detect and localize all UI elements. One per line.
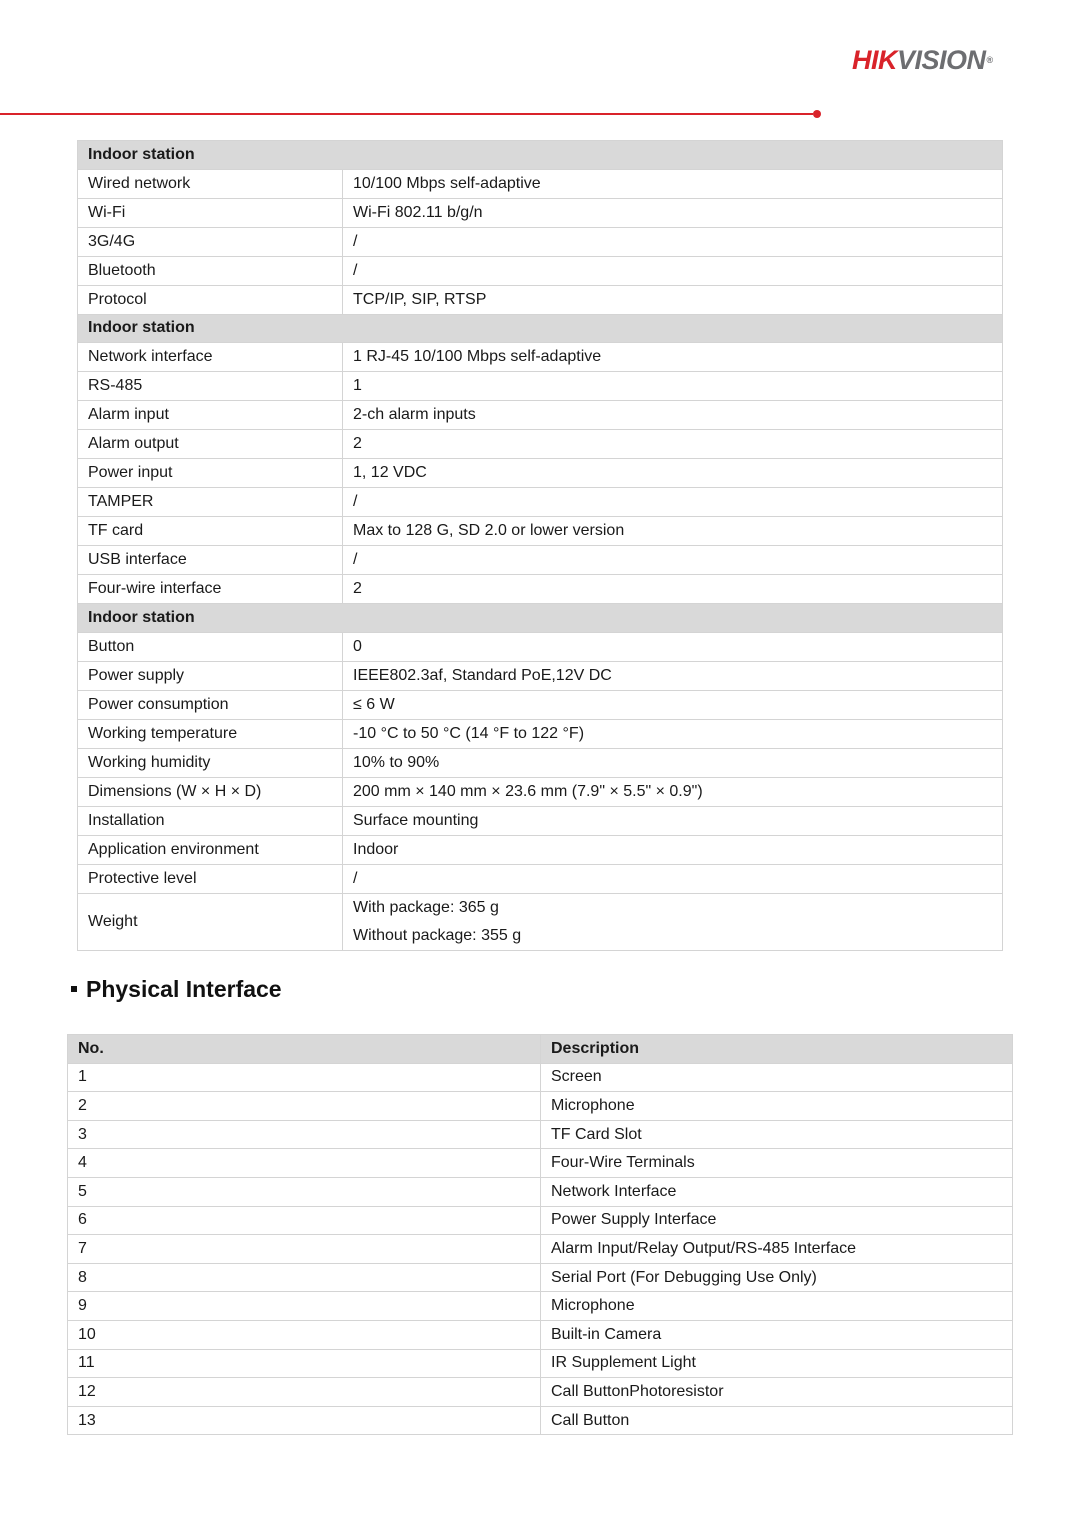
table-row (68, 1177, 1013, 1206)
spec-row (78, 546, 1003, 575)
spec-row (78, 285, 1003, 314)
spec-value-line: 200 mm × 140 mm × 23.6 mm (7.9" × 5.5" × 0.9") (353, 782, 703, 800)
spec-label: 3G/4G (78, 227, 343, 256)
spec-label: Power consumption (78, 690, 343, 719)
spec-row (78, 517, 1003, 546)
spec-label: Alarm input (78, 401, 343, 430)
spec-value-line: / (353, 232, 358, 250)
spec-label: Network interface (78, 343, 343, 372)
interface-number: 4 (68, 1149, 541, 1178)
interface-description: Serial Port (For Debugging Use Only) (541, 1263, 1013, 1292)
interface-description: Alarm Input/Relay Output/RS-485 Interface (541, 1235, 1013, 1264)
spec-value (343, 546, 1003, 575)
spec-label: Protective level (78, 864, 343, 893)
interface-description: Screen (541, 1063, 1013, 1092)
spec-value (343, 893, 1003, 950)
spec-row (78, 401, 1003, 430)
interface-number: 10 (68, 1320, 541, 1349)
spec-value-line: Without package: 355 g (353, 926, 522, 944)
spec-value (343, 343, 1003, 372)
spec-value-line: 2 (353, 435, 362, 453)
interface-description: Power Supply Interface (541, 1206, 1013, 1235)
spec-value-line: / (353, 551, 358, 569)
interface-number: 2 (68, 1092, 541, 1121)
spec-value (343, 835, 1003, 864)
spec-value (343, 488, 1003, 517)
spec-label: Button (78, 632, 343, 661)
table-row (68, 1320, 1013, 1349)
spec-value (343, 401, 1003, 430)
spec-label: Alarm output (78, 430, 343, 459)
spec-label: Installation (78, 806, 343, 835)
table-row (68, 1120, 1013, 1149)
interface-description: Call ButtonPhotoresistor (541, 1378, 1013, 1407)
spec-value-line: 2-ch alarm inputs (353, 406, 476, 424)
spec-value-line: 1, 12 VDC (353, 464, 427, 482)
spec-value (343, 575, 1003, 604)
spec-label: Bluetooth (78, 256, 343, 285)
spec-row (78, 575, 1003, 604)
spec-value-line: Wi-Fi 802.11 b/g/n (353, 203, 483, 221)
spec-value-line: ≤ 6 W (353, 695, 395, 713)
spec-value (343, 372, 1003, 401)
interface-description: Network Interface (541, 1177, 1013, 1206)
table-row (68, 1206, 1013, 1235)
header-divider-dot (813, 110, 821, 118)
spec-row (78, 372, 1003, 401)
interface-description: Built-in Camera (541, 1320, 1013, 1349)
spec-value-line: 10/100 Mbps self-adaptive (353, 174, 541, 192)
table-row (68, 1149, 1013, 1178)
spec-value (343, 256, 1003, 285)
spec-row (78, 719, 1003, 748)
spec-value (343, 459, 1003, 488)
header-divider-line (0, 113, 813, 115)
column-header-description: Description (541, 1035, 1013, 1064)
physical-interface-title: Physical Interface (86, 976, 282, 1002)
interface-number: 12 (68, 1378, 541, 1407)
spec-value-line: 10% to 90% (353, 753, 440, 771)
section-title: Indoor station (78, 314, 1003, 343)
section-title: Indoor station (78, 141, 1003, 170)
spec-label: Working humidity (78, 748, 343, 777)
interface-number: 1 (68, 1063, 541, 1092)
interface-number: 9 (68, 1292, 541, 1321)
spec-value (343, 227, 1003, 256)
spec-value (343, 748, 1003, 777)
interface-description: Microphone (541, 1292, 1013, 1321)
table-row (68, 1092, 1013, 1121)
spec-value-line: / (353, 261, 358, 279)
table-row (68, 1349, 1013, 1378)
spec-value (343, 661, 1003, 690)
spec-value-line: -10 °C to 50 °C (14 °F to 122 °F) (353, 724, 585, 742)
spec-row (78, 893, 1003, 950)
spec-row (78, 864, 1003, 893)
spec-value-line: TCP/IP, SIP, RTSP (353, 290, 487, 308)
spec-label: USB interface (78, 546, 343, 575)
bullet-icon (71, 986, 77, 992)
table-row (68, 1406, 1013, 1435)
spec-label: Power input (78, 459, 343, 488)
hikvision-logo (852, 40, 993, 80)
interface-description: Four-Wire Terminals (541, 1149, 1013, 1178)
spec-value (343, 690, 1003, 719)
registered-mark: ® (986, 55, 993, 65)
spec-row (78, 256, 1003, 285)
spec-label: Four-wire interface (78, 575, 343, 604)
interface-number: 6 (68, 1206, 541, 1235)
interface-number: 11 (68, 1349, 541, 1378)
spec-label: Working temperature (78, 719, 343, 748)
spec-value-line: / (353, 869, 358, 887)
table-header-row (68, 1035, 1013, 1064)
spec-row (78, 198, 1003, 227)
spec-value-line: Surface mounting (353, 811, 479, 829)
spec-value-line: Max to 128 G, SD 2.0 or lower version (353, 522, 625, 540)
spec-value-line: 0 (353, 637, 362, 655)
spec-label: Wi-Fi (78, 198, 343, 227)
spec-value (343, 719, 1003, 748)
specification-table (77, 140, 1003, 951)
spec-row (78, 661, 1003, 690)
spec-row (78, 690, 1003, 719)
spec-value-line: / (353, 493, 358, 511)
table-row (68, 1378, 1013, 1407)
spec-row (78, 169, 1003, 198)
spec-value (343, 632, 1003, 661)
spec-row (78, 806, 1003, 835)
logo-grey-part: VISION (897, 45, 986, 75)
spec-value (343, 806, 1003, 835)
logo-red-part: HIK (852, 45, 897, 75)
interface-number: 7 (68, 1235, 541, 1264)
section-header-row (78, 141, 1003, 170)
spec-value-line: Indoor (353, 840, 399, 858)
physical-interface-heading (71, 972, 282, 1006)
spec-value-line: 2 (353, 580, 362, 598)
spec-label: Dimensions (W × H × D) (78, 777, 343, 806)
spec-label: TAMPER (78, 488, 343, 517)
spec-value (343, 169, 1003, 198)
interface-description: Call Button (541, 1406, 1013, 1435)
table-row (68, 1063, 1013, 1092)
spec-value (343, 285, 1003, 314)
spec-value (343, 430, 1003, 459)
spec-value (343, 198, 1003, 227)
spec-label: Protocol (78, 285, 343, 314)
interface-description: Microphone (541, 1092, 1013, 1121)
spec-value (343, 864, 1003, 893)
spec-value (343, 517, 1003, 546)
spec-label: Wired network (78, 169, 343, 198)
spec-label: RS-485 (78, 372, 343, 401)
interface-number: 13 (68, 1406, 541, 1435)
table-row (68, 1235, 1013, 1264)
spec-value-line: With package: 365 g (353, 898, 499, 916)
spec-row (78, 227, 1003, 256)
spec-row (78, 632, 1003, 661)
section-title: Indoor station (78, 604, 1003, 633)
interface-number: 5 (68, 1177, 541, 1206)
spec-value-line: 1 (353, 377, 362, 395)
spec-row (78, 777, 1003, 806)
section-header-row (78, 314, 1003, 343)
spec-row (78, 488, 1003, 517)
table-row (68, 1263, 1013, 1292)
interface-number: 3 (68, 1120, 541, 1149)
column-header-no: No. (68, 1035, 541, 1064)
spec-label: TF card (78, 517, 343, 546)
spec-row (78, 343, 1003, 372)
interface-description: IR Supplement Light (541, 1349, 1013, 1378)
spec-value (343, 777, 1003, 806)
spec-label: Application environment (78, 835, 343, 864)
section-header-row (78, 604, 1003, 633)
interface-description: TF Card Slot (541, 1120, 1013, 1149)
spec-label: Power supply (78, 661, 343, 690)
spec-row (78, 430, 1003, 459)
interface-number: 8 (68, 1263, 541, 1292)
spec-value-line: IEEE802.3af, Standard PoE,12V DC (353, 666, 612, 684)
spec-row (78, 835, 1003, 864)
spec-label: Weight (78, 893, 343, 950)
spec-value-line: 1 RJ-45 10/100 Mbps self-adaptive (353, 348, 602, 366)
physical-interface-table (67, 1034, 1013, 1435)
spec-row (78, 748, 1003, 777)
spec-row (78, 459, 1003, 488)
table-row (68, 1292, 1013, 1321)
